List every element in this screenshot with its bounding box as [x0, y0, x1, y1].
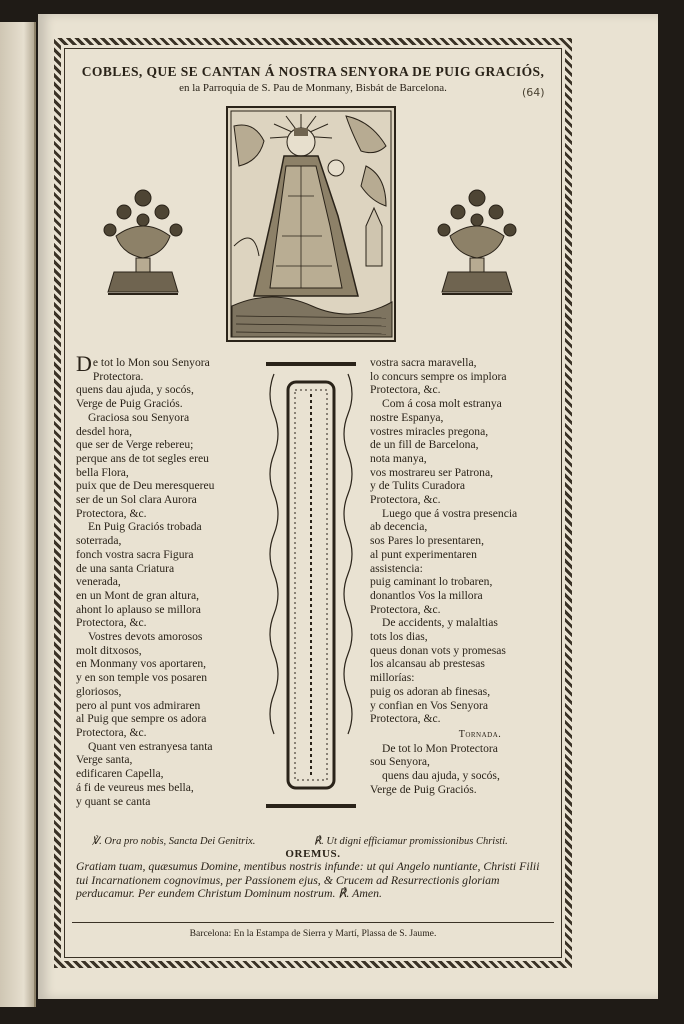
tornada-heading: Tornada. — [458, 728, 502, 740]
verse-line: gloriosos, — [76, 684, 122, 698]
verse-line: los alcansau ab prestesas — [370, 657, 485, 671]
verse-line: Protectora, &c. — [76, 616, 147, 630]
verse-line: sos Pares lo presentaren, — [370, 534, 484, 548]
verse-line: queus donan vots y promesas — [370, 643, 506, 657]
verse-line: Protectora. — [92, 369, 144, 383]
tornada-lines — [370, 742, 550, 797]
verse-line: Protectora, &c. — [370, 712, 441, 726]
verse-line: edificaren Capella, — [76, 767, 164, 781]
verse-lines-left — [76, 370, 264, 809]
verse-line: á fi de veureus mes bella, — [76, 780, 194, 794]
verse-line: nota manya, — [370, 451, 427, 465]
verse-line: Protectora, &c. — [370, 383, 441, 397]
verse-line: donantlos Vos la millora — [370, 588, 483, 602]
verse-line: y de Tulits Curadora — [370, 479, 466, 493]
verse-line: y quant se canta — [76, 794, 151, 808]
verse-line: En Puig Graciós trobada — [88, 520, 202, 534]
verse-line: desdel hora, — [76, 424, 133, 438]
verse-line: venerada, — [76, 575, 121, 589]
oremus-heading: OREMUS. — [285, 848, 341, 860]
verse-line: Verge santa, — [76, 753, 133, 767]
verse-line: de un fill de Barcelona, — [370, 438, 479, 452]
verse-line: tots los dias, — [370, 630, 428, 644]
printer-imprint: Barcelona: En la Estampa de Sierra y Martí, Plassa de S. Jaume. — [189, 928, 437, 939]
response-text: ℟. Ut digni efficiamur promissionibus Christi. — [314, 836, 508, 847]
verse-first-line: De tot lo Mon sou Senyora — [76, 351, 210, 376]
drop-cap: D — [76, 351, 92, 376]
verse-line: y en son temple vos posaren — [76, 671, 208, 685]
verses-right-column — [370, 356, 550, 797]
verse-line: Protectora, &c. — [370, 493, 441, 507]
verse-line: de una santa Criatura — [76, 561, 175, 575]
verse-line: en un Mont de gran altura, — [76, 588, 199, 602]
verse-line: puig os adoran ab finesas, — [370, 684, 491, 698]
verse-line: Protectora, &c. — [76, 725, 147, 739]
adjacent-page-edge — [0, 22, 36, 1007]
verse-line: ser de un Sol clara Aurora — [76, 493, 197, 507]
verse-line: Luego que á vostra presencia — [382, 506, 518, 520]
verse-line: al Puig que sempre os adora — [76, 712, 207, 726]
verses-left-column — [76, 351, 264, 808]
verse-line: Graciosa sou Senyora — [88, 410, 190, 424]
verse-line: Protectora, &c. — [370, 602, 441, 616]
verse-line: soterrada, — [76, 534, 122, 548]
verse-line: y confian en Vos Senyora — [370, 698, 489, 712]
verse-line: fonch vostra sacra Figura — [76, 547, 194, 561]
verse-line: sou Senyora, — [370, 755, 430, 769]
verse-line: De tot lo Mon Protectora — [382, 741, 498, 755]
verse-line: vos mostrareu ser Patrona, — [370, 465, 493, 479]
virgin-woodcut-image — [226, 106, 396, 342]
right-flower-vase-image — [430, 186, 524, 300]
verse-line: puix que de Deu meresquereu — [76, 479, 215, 493]
verse-lines-right — [370, 356, 550, 726]
prayer-text: Gratiam tuam, quæsumus Domine, mentibus nostris infunde: ut qui Angelo nuntiante, Christi Filii tui Incarnationem cognovimus, per Passionem ejus, & Crucem ad Resurrectionis gloriam perducamur. Per eundem Christum Dominum nostrum. ℟. Amen. — [76, 859, 540, 901]
verse-line: Verge de Puig Graciós. — [76, 397, 183, 411]
verse-line: puig caminant lo trobaren, — [370, 575, 493, 589]
central-ornament-panel — [264, 358, 358, 812]
verse-line: que ser de Verge rebereu; — [76, 438, 194, 452]
verse-line: vostres miracles pregona, — [370, 424, 489, 438]
verse-line: ab decencia, — [370, 520, 428, 534]
verse-line: quens dau ajuda, y socós, — [76, 383, 194, 397]
verse-line: perque ans de tot segles ereu — [76, 451, 209, 465]
verse-line: molt ditxosos, — [76, 643, 142, 657]
verse-line: Quant ven estranyesa tanta — [88, 739, 213, 753]
verse-line: nostre Espanya, — [370, 410, 444, 424]
verse-line: millorías: — [370, 671, 415, 685]
verse-line: en Monmany vos aportaren, — [76, 657, 207, 671]
verse-line: Verge de Puig Graciós. — [370, 782, 477, 796]
verse-line: al punt experimentaren — [370, 547, 477, 561]
page-title: COBLES, QUE SE CANTAN Á NOSTRA SENYORA DE PUIG GRACIÓS, — [81, 64, 545, 79]
handwritten-shelfmark: (64) — [522, 86, 545, 99]
verse-line: vostra sacra maravella, — [370, 356, 477, 369]
verse-line: ahont lo aplauso se millora — [76, 602, 201, 616]
verse-line: assistencia: — [370, 561, 423, 575]
verse-line: quens dau ajuda, y socós, — [382, 769, 500, 783]
divider-rule — [72, 922, 554, 923]
verse-line: Com á cosa molt estranya — [382, 397, 502, 411]
verse-line: pero al punt vos admiraren — [76, 698, 201, 712]
verse-line: Protectora, &c. — [76, 506, 147, 520]
versicle-text: ℣. Ora pro nobis, Sancta Dei Genitrix. — [92, 836, 256, 847]
page-subtitle: en la Parroquia de S. Pau de Monmany, Bisbát de Barcelona. — [179, 82, 447, 94]
verse-line: De accidents, y malaltias — [382, 616, 498, 630]
verse-line: bella Flora, — [76, 465, 129, 479]
verse-line: lo concurs sempre os implora — [370, 369, 507, 383]
left-flower-vase-image — [96, 186, 190, 300]
verse-line: Vostres devots amorosos — [88, 630, 203, 644]
